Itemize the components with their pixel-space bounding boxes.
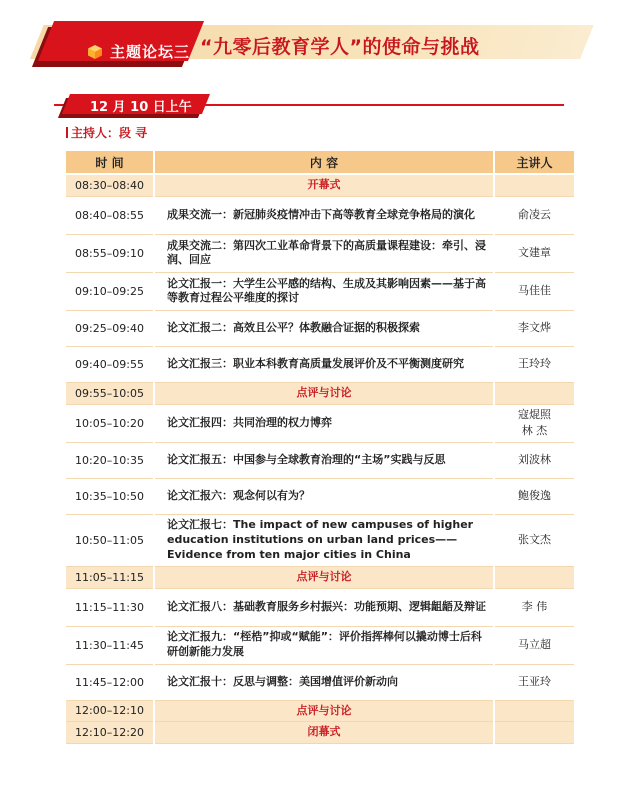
session-title: 点评与讨论 <box>154 566 494 588</box>
row-time: 10:05–10:20 <box>66 404 154 442</box>
talk-title: 论文汇报六：观念何以有为？ <box>154 478 494 514</box>
table-row <box>66 382 574 404</box>
row-speaker: 张文杰 <box>494 514 574 566</box>
session-title: 闭幕式 <box>154 722 494 744</box>
row-speaker: 俞凌云 <box>494 196 574 234</box>
row-speaker: 李 伟 <box>494 588 574 626</box>
host-marker <box>66 127 68 138</box>
session-title: 点评与讨论 <box>154 700 494 722</box>
row-speaker <box>494 174 574 196</box>
row-time: 08:55–09:10 <box>66 234 154 272</box>
table-row <box>66 664 574 700</box>
session-title: 点评与讨论 <box>154 382 494 404</box>
talk-title: 论文汇报五：中国参与全球教育治理的“主场”实践与反思 <box>154 442 494 478</box>
session-title: 开幕式 <box>154 174 494 196</box>
row-time: 10:20–10:35 <box>66 442 154 478</box>
row-time: 09:25–09:40 <box>66 310 154 346</box>
row-time: 12:00–12:10 <box>66 700 154 722</box>
talk-title: 论文汇报十：反思与调整：美国增值评价新动向 <box>154 664 494 700</box>
table-row <box>66 442 574 478</box>
table-row <box>66 588 574 626</box>
table-row <box>66 722 574 744</box>
table-row <box>66 700 574 722</box>
talk-title: 成果交流二：第四次工业革命背景下的高质量课程建设：牵引、浸润、回应 <box>154 234 494 272</box>
table-row <box>66 310 574 346</box>
table-header-row <box>66 151 574 174</box>
row-time: 09:40–09:55 <box>66 346 154 382</box>
table-row <box>66 566 574 588</box>
schedule-body <box>66 174 574 744</box>
table-row <box>66 174 574 196</box>
row-speaker <box>494 700 574 722</box>
row-time: 11:05–11:15 <box>66 566 154 588</box>
row-time: 11:15–11:30 <box>66 588 154 626</box>
row-speaker: 马立超 <box>494 626 574 664</box>
row-speaker <box>494 382 574 404</box>
session-date: 12 月 10 日上午 <box>90 100 192 115</box>
table-row <box>66 626 574 664</box>
row-time: 08:40–08:55 <box>66 196 154 234</box>
talk-title: 论文汇报一：大学生公平感的结构、生成及其影响因素——基于高等教育过程公平维度的探讨 <box>154 272 494 310</box>
talk-title: 论文汇报二：高效且公平？体教融合证据的积极探索 <box>154 310 494 346</box>
row-speaker: 寇焜照 林 杰 <box>494 404 574 442</box>
table-row <box>66 272 574 310</box>
table-row <box>66 346 574 382</box>
talk-title: 论文汇报八：基础教育服务乡村振兴：功能预期、逻辑龃龉及辩证 <box>154 588 494 626</box>
forum-tag-label: 主题论坛三 <box>110 43 191 61</box>
schedule-table <box>66 151 574 744</box>
table-row <box>66 404 574 442</box>
row-speaker: 马佳佳 <box>494 272 574 310</box>
row-time: 09:55–10:05 <box>66 382 154 404</box>
table-row <box>66 478 574 514</box>
row-speaker <box>494 566 574 588</box>
cube-icon <box>88 45 102 59</box>
date-bar <box>54 94 564 114</box>
row-speaker: 刘波林 <box>494 442 574 478</box>
table-row <box>66 196 574 234</box>
row-time: 09:10–09:25 <box>66 272 154 310</box>
row-time: 08:30–08:40 <box>66 174 154 196</box>
host-line <box>66 124 147 141</box>
talk-title: 论文汇报三：职业本科教育高质量发展评价及不平衡测度研究 <box>154 346 494 382</box>
row-time: 10:50–11:05 <box>66 514 154 566</box>
talk-title: 论文汇报七：The impact of new campuses of higher education institutions on urban land prices——Evidence from ten major cities in China <box>154 514 494 566</box>
talk-title: 论文汇报四：共同治理的权力博弈 <box>154 404 494 442</box>
row-speaker: 李文烨 <box>494 310 574 346</box>
talk-title: 论文汇报九：“桎梏”抑或“赋能”：评价指挥棒何以撬动博士后科研创新能力发展 <box>154 626 494 664</box>
table-row <box>66 514 574 566</box>
forum-title: “九零后教育学人”的使命与挑战 <box>200 36 480 58</box>
column-header-time: 时 间 <box>66 151 154 174</box>
row-speaker: 王亚玲 <box>494 664 574 700</box>
host-name: 主持人：段 寻 <box>71 126 148 140</box>
row-time: 12:10–12:20 <box>66 722 154 744</box>
column-header-content: 内 容 <box>154 151 494 174</box>
row-speaker: 文建章 <box>494 234 574 272</box>
talk-title: 成果交流一：新冠肺炎疫情冲击下高等教育全球竞争格局的演化 <box>154 196 494 234</box>
row-time: 11:30–11:45 <box>66 626 154 664</box>
column-header-speaker: 主讲人 <box>494 151 574 174</box>
row-speaker <box>494 722 574 744</box>
row-time: 11:45–12:00 <box>66 664 154 700</box>
row-time: 10:35–10:50 <box>66 478 154 514</box>
table-row <box>66 234 574 272</box>
row-speaker: 鲍俊逸 <box>494 478 574 514</box>
row-speaker: 王玲玲 <box>494 346 574 382</box>
